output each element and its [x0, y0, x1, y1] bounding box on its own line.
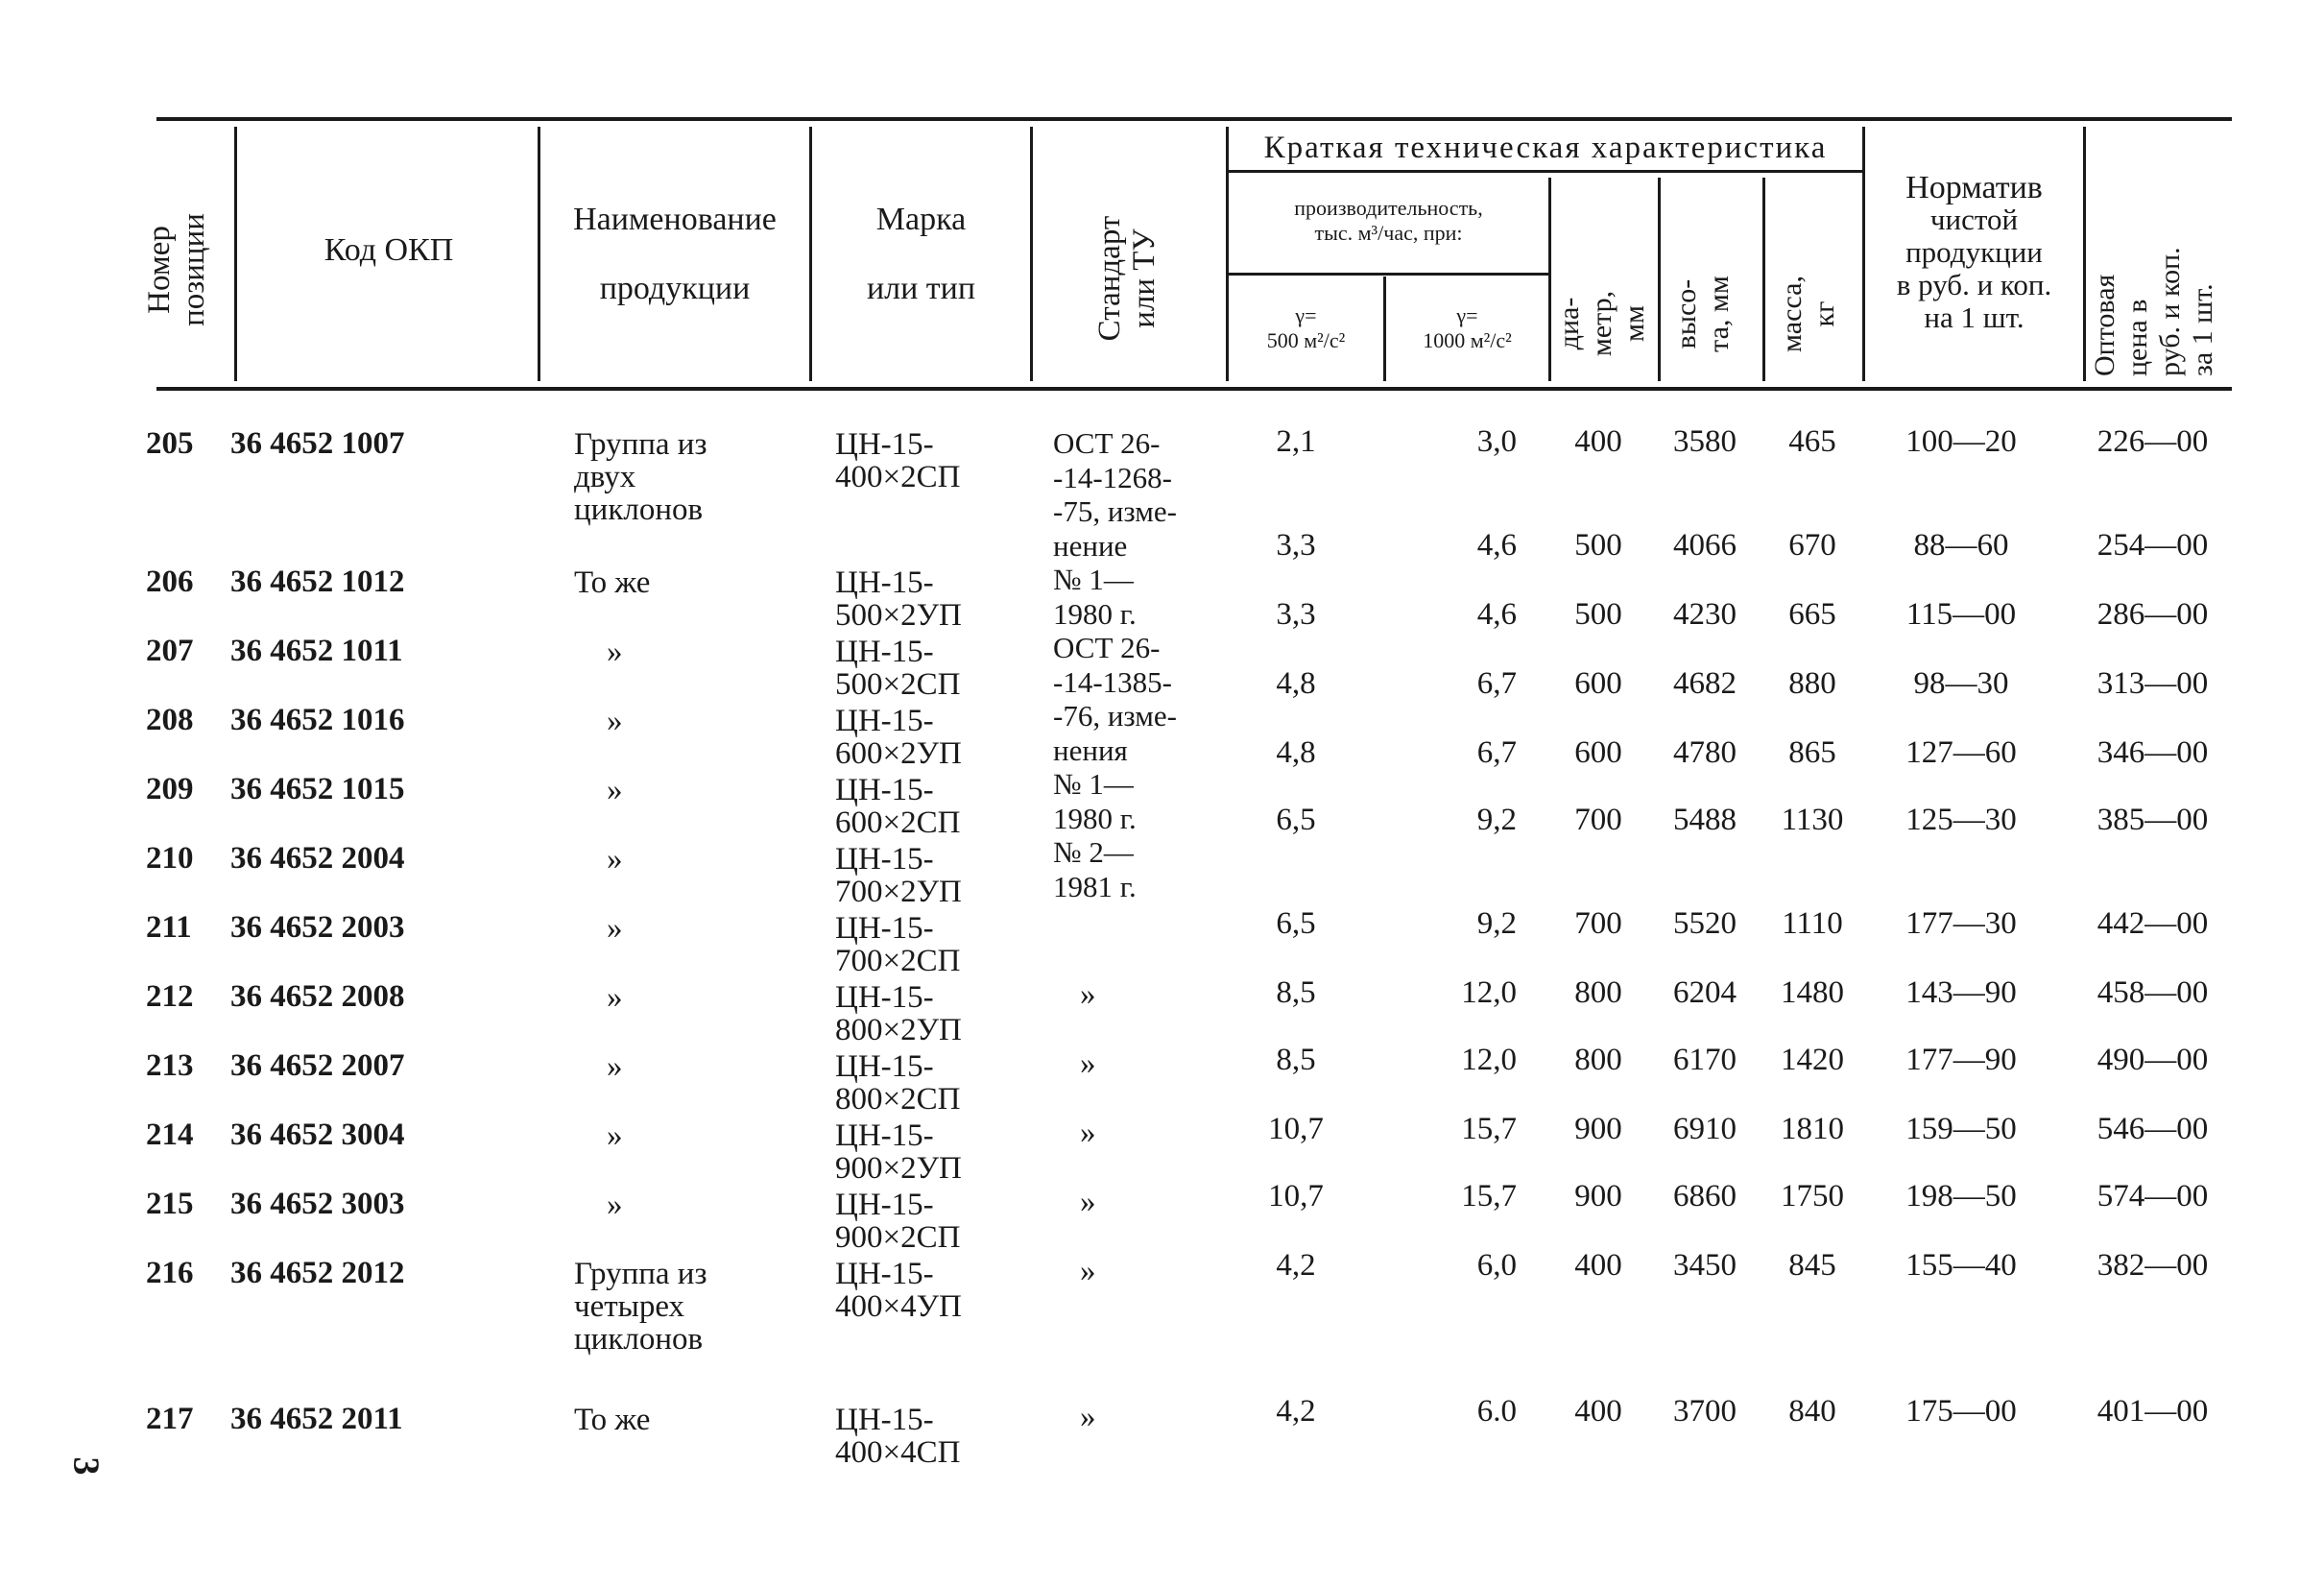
row-216-h: 3450 [1673, 1248, 1737, 1283]
row-215-norm: 198—50 [1905, 1179, 2017, 1214]
standard-ditto: » [1080, 1185, 1096, 1219]
row-214-mark: ЦН-15- 900×2УП [835, 1118, 962, 1186]
row-206-name: То же [574, 565, 651, 600]
header-gamma500-line2: 500 м²/с² [1266, 328, 1346, 352]
row-209-name: » [607, 773, 623, 807]
row-215-pos: 215 [146, 1187, 194, 1221]
row-215-name: » [607, 1188, 623, 1222]
header-mass: масса, кг [1776, 276, 1840, 352]
row-213-pos: 213 [146, 1048, 194, 1083]
header-gamma500-line1: γ= [1295, 303, 1317, 327]
row-206-mark: ЦН-15- 500×2УП [835, 565, 962, 633]
row-207-p1000: 6,7 [1476, 666, 1517, 701]
header-position: Номер позиции [142, 213, 211, 326]
row-212-p500: 8,5 [1276, 975, 1316, 1010]
row-sub1-p500: 3,3 [1276, 528, 1316, 563]
row-206-pos: 206 [146, 565, 194, 599]
row-217-code: 36 4652 2011 [230, 1402, 403, 1436]
row-205-norm: 100—20 [1905, 424, 2017, 459]
row-207-name: » [607, 635, 623, 669]
row-217-price: 401—00 [2096, 1394, 2209, 1429]
row-sub1-h: 4066 [1673, 528, 1737, 563]
group-underline [1229, 170, 1862, 173]
row-211-m: 1110 [1782, 906, 1843, 941]
row-217-d: 400 [1574, 1394, 1622, 1429]
row-212-code: 36 4652 2008 [230, 979, 405, 1014]
header-productivity-line1: производительность, [1294, 196, 1483, 220]
row-205-code: 36 4652 1007 [230, 426, 405, 461]
row-209-d: 700 [1574, 803, 1622, 837]
row-211-norm: 177—30 [1905, 906, 2017, 941]
header-norm-line3: продукции [1905, 235, 2043, 269]
row-214-m: 1810 [1781, 1112, 1844, 1146]
row-208-p500: 4,8 [1276, 735, 1316, 770]
row-208-p1000: 6,7 [1476, 735, 1517, 770]
row-207-h: 4682 [1673, 666, 1737, 701]
row-212-price: 458—00 [2096, 975, 2209, 1010]
row-209-m: 1130 [1781, 803, 1844, 837]
row-205-mark: ЦН-15- 400×2СП [835, 427, 961, 494]
col-sep [234, 127, 237, 381]
header-norm-line2: чистой [1929, 203, 2019, 236]
row-sub1-p1000: 4,6 [1476, 528, 1517, 563]
row-205-name: Группа из двух циклонов [574, 427, 707, 527]
row-209-price: 385—00 [2096, 803, 2209, 837]
row-sub1-d: 500 [1574, 528, 1622, 563]
row-209-h: 5488 [1673, 803, 1737, 837]
header-mark-line1: Марка [875, 202, 967, 237]
row-216-p1000: 6,0 [1476, 1248, 1517, 1283]
row-215-p500: 10,7 [1268, 1179, 1324, 1214]
row-209-norm: 125—30 [1905, 803, 2017, 837]
row-208-name: » [607, 704, 623, 738]
row-210-pos: 210 [146, 841, 194, 876]
row-210-code: 36 4652 2004 [230, 841, 405, 876]
row-213-m: 1420 [1781, 1043, 1844, 1077]
row-211-name: » [607, 911, 623, 946]
row-215-m: 1750 [1781, 1179, 1844, 1214]
row-206-code: 36 4652 1012 [230, 565, 405, 599]
standard-block: ОСТ 26- -14-1268- -75, изме- нение № 1— 1980 г. ОСТ 26- -14-1385- -76, изме- нения № 1— 1980 г. № 2— 1981 г. [1053, 426, 1177, 903]
row-205-p1000: 3,0 [1476, 424, 1517, 459]
row-211-h: 5520 [1673, 906, 1737, 941]
row-212-m: 1480 [1781, 975, 1844, 1010]
row-213-norm: 177—90 [1905, 1043, 2017, 1077]
standard-ditto: » [1080, 1400, 1096, 1434]
row-207-norm: 98—30 [1913, 666, 2009, 701]
row-211-d: 700 [1574, 906, 1622, 941]
standard-ditto: » [1080, 1254, 1096, 1288]
row-208-price: 346—00 [2096, 735, 2209, 770]
row-214-price: 546—00 [2096, 1112, 2209, 1146]
row-sub1-norm: 88—60 [1913, 528, 2009, 563]
row-210-mark: ЦН-15- 700×2УП [835, 842, 962, 909]
header-mark-line2: или тип [866, 271, 976, 306]
row-212-norm: 143—90 [1905, 975, 2017, 1010]
row-207-mark: ЦН-15- 500×2СП [835, 635, 961, 702]
row-215-d: 900 [1574, 1179, 1622, 1214]
row-213-name: » [607, 1049, 623, 1084]
row-206-p1000: 4,6 [1476, 597, 1517, 632]
header-bottom-rule [156, 387, 2232, 391]
row-207-p500: 4,8 [1276, 666, 1316, 701]
row-206-price: 286—00 [2096, 597, 2209, 632]
row-sub1-m: 670 [1788, 528, 1836, 563]
col-sep [1030, 127, 1033, 381]
header-gamma1000-line1: γ= [1456, 303, 1478, 327]
row-209-mark: ЦН-15- 600×2СП [835, 773, 961, 840]
page-number: 3 [65, 1456, 107, 1476]
row-205-price: 226—00 [2096, 424, 2209, 459]
row-215-h: 6860 [1673, 1179, 1737, 1214]
row-206-h: 4230 [1673, 597, 1737, 632]
row-214-pos: 214 [146, 1117, 194, 1152]
row-217-name: То же [574, 1403, 651, 1437]
row-216-d: 400 [1574, 1248, 1622, 1283]
row-214-p1000: 15,7 [1461, 1112, 1517, 1146]
row-207-price: 313—00 [2096, 666, 2209, 701]
row-211-p500: 6,5 [1276, 906, 1316, 941]
row-215-p1000: 15,7 [1461, 1179, 1517, 1214]
header-height: высо- та, мм [1670, 276, 1735, 352]
row-214-p500: 10,7 [1268, 1112, 1324, 1146]
header-norm-line5: на 1 шт. [1924, 300, 2025, 334]
row-207-code: 36 4652 1011 [230, 634, 403, 668]
row-211-code: 36 4652 2003 [230, 910, 405, 945]
row-205-d: 400 [1574, 424, 1622, 459]
header-name-line1: Наименование [573, 202, 777, 237]
row-214-d: 900 [1574, 1112, 1622, 1146]
row-217-pos: 217 [146, 1402, 194, 1436]
header-standard: Стандарт или ТУ [1092, 215, 1162, 342]
header-productivity-line2: тыс. м³/час, при: [1314, 221, 1463, 245]
header-diameter: диа- метр, мм [1553, 290, 1650, 357]
col-sep [1762, 178, 1765, 381]
col-sep [538, 127, 540, 381]
row-209-p500: 6,5 [1276, 803, 1316, 837]
col-sep [809, 127, 812, 381]
row-211-mark: ЦН-15- 700×2СП [835, 911, 961, 978]
row-208-d: 600 [1574, 735, 1622, 770]
row-211-pos: 211 [146, 910, 192, 945]
row-sub1-price: 254—00 [2096, 528, 2209, 563]
row-215-price: 574—00 [2096, 1179, 2209, 1214]
row-217-p1000: 6.0 [1476, 1394, 1517, 1429]
header-code: Код ОКП [323, 232, 454, 268]
row-213-h: 6170 [1673, 1043, 1737, 1077]
row-205-m: 465 [1788, 424, 1836, 459]
row-208-mark: ЦН-15- 600×2УП [835, 704, 962, 771]
row-206-d: 500 [1574, 597, 1622, 632]
standard-ditto: » [1080, 1046, 1096, 1081]
row-213-p1000: 12,0 [1461, 1043, 1517, 1077]
row-206-norm: 115—00 [1905, 597, 2017, 632]
header-group-title: Краткая техническая характеристика [1263, 131, 1828, 165]
row-207-pos: 207 [146, 634, 194, 668]
header-gamma1000-line2: 1000 м²/с² [1423, 328, 1512, 352]
col-sep [1658, 178, 1661, 381]
header-norm-line4: в руб. и коп. [1896, 268, 2052, 301]
row-212-name: » [607, 980, 623, 1015]
row-217-norm: 175—00 [1905, 1394, 2017, 1429]
row-216-price: 382—00 [2096, 1248, 2209, 1283]
row-217-p500: 4,2 [1276, 1394, 1316, 1429]
row-212-p1000: 12,0 [1461, 975, 1517, 1010]
row-217-h: 3700 [1673, 1394, 1737, 1429]
header-name-line2: продукции [599, 271, 751, 306]
header-norm-line1: Норматив [1905, 170, 2043, 205]
row-206-p500: 3,3 [1276, 597, 1316, 632]
row-205-h: 3580 [1673, 424, 1737, 459]
row-211-p1000: 9,2 [1476, 906, 1517, 941]
row-217-mark: ЦН-15- 400×4СП [835, 1403, 961, 1470]
standard-ditto: » [1080, 1116, 1096, 1150]
row-216-p500: 4,2 [1276, 1248, 1316, 1283]
row-216-name: Группа из четырех циклонов [574, 1257, 707, 1357]
row-213-code: 36 4652 2007 [230, 1048, 405, 1083]
top-rule [156, 117, 2232, 121]
col-sep [2083, 127, 2086, 381]
row-212-pos: 212 [146, 979, 194, 1014]
row-208-code: 36 4652 1016 [230, 703, 405, 737]
row-214-code: 36 4652 3004 [230, 1117, 405, 1152]
row-214-name: » [607, 1118, 623, 1153]
row-210-name: » [607, 842, 623, 877]
row-205-pos: 205 [146, 426, 194, 461]
row-216-mark: ЦН-15- 400×4УП [835, 1257, 962, 1324]
row-214-norm: 159—50 [1905, 1112, 2017, 1146]
col-sep [1548, 178, 1551, 381]
row-208-pos: 208 [146, 703, 194, 737]
row-213-d: 800 [1574, 1043, 1622, 1077]
row-207-m: 880 [1788, 666, 1836, 701]
standard-ditto: » [1080, 977, 1096, 1012]
row-213-mark: ЦН-15- 800×2СП [835, 1049, 961, 1117]
row-216-code: 36 4652 2012 [230, 1256, 405, 1290]
row-215-mark: ЦН-15- 900×2СП [835, 1188, 961, 1255]
row-216-norm: 155—40 [1905, 1248, 2017, 1283]
row-212-d: 800 [1574, 975, 1622, 1010]
row-207-d: 600 [1574, 666, 1622, 701]
productivity-underline [1229, 273, 1548, 276]
row-212-mark: ЦН-15- 800×2УП [835, 980, 962, 1047]
row-208-m: 865 [1788, 735, 1836, 770]
row-209-pos: 209 [146, 772, 194, 806]
row-208-h: 4780 [1673, 735, 1737, 770]
row-209-code: 36 4652 1015 [230, 772, 405, 806]
row-209-p1000: 9,2 [1476, 803, 1517, 837]
row-205-p500: 2,1 [1276, 424, 1316, 459]
row-206-m: 665 [1788, 597, 1836, 632]
row-216-pos: 216 [146, 1256, 194, 1290]
row-216-m: 845 [1788, 1248, 1836, 1283]
row-214-h: 6910 [1673, 1112, 1737, 1146]
row-212-h: 6204 [1673, 975, 1737, 1010]
row-213-p500: 8,5 [1276, 1043, 1316, 1077]
row-215-code: 36 4652 3003 [230, 1187, 405, 1221]
header-wholesale-price: Оптовая цена в руб. и коп. за 1 шт. [2089, 247, 2218, 376]
row-211-price: 442—00 [2096, 906, 2209, 941]
row-208-norm: 127—60 [1905, 735, 2017, 770]
row-213-price: 490—00 [2096, 1043, 2209, 1077]
row-217-m: 840 [1788, 1394, 1836, 1429]
